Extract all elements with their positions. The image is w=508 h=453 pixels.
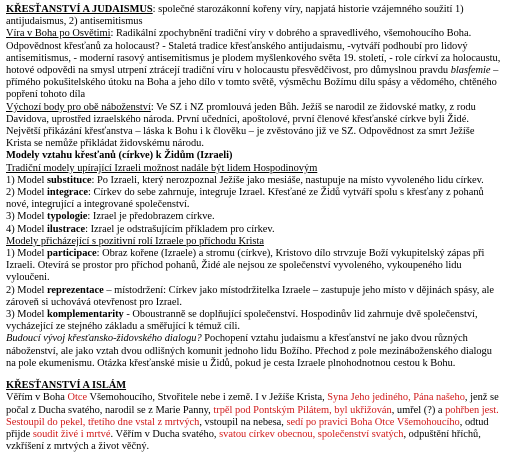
paragraph-starting-points: Výchozí body pro obě náboženství: Ve SZ i NZ promlouvá jeden Bůh. Ježíš se narodil ze židovské matky, z rodu Davidova, uprostřed izraelského národa. První učedníci, apoštolové, první členové křesťanské církve byli Židé. Největší přikázání křesťanstva – láska k Bohu i k člověku – je zvěstováno již ve SZ. Odpovědnost za smrt Ježíše Krista se nemůže přikládat židovskému národu.	[6, 101, 476, 150]
section-gap	[6, 370, 502, 380]
future-dialogue-label: Budoucí vývoj křesťansko-židovského dialogu?	[6, 333, 202, 345]
model-typology: 3) Model typologie: Izrael je předobrazem církve.	[6, 211, 215, 223]
section-title-christianity-islam: KŘESŤANSTVÍ A ISLÁM	[6, 380, 127, 392]
model-participation: 1) Model participace: Obraz kořene (Izraele) a stromu (církve), Kristovo dílo strvzuje Boží vykupitelský zápas při Izraeli. Otevírá se prostor pro příchod pohanů, Židé ale nejsou ze společenství vyvoleného, vykoupeného lidu vyloučeni.	[6, 248, 485, 284]
paragraph-intro: KŘESŤANSTVÍ A JUDAISMUS: společné starozákonní kořeny víry, napjatá historie vzájemného soužití 1) antijudaismus, 2) antisemitismus	[6, 4, 464, 28]
positive-models-subheading: Modely přicházející s pozitivní rolí Izraele po příchodu Krista	[6, 235, 264, 247]
paragraph-creed: Věřím v Boha Otce Všemohoucího, Stvořitele nebe i země. I v Ježíše Krista, Syna Jeho jediného, Pána našeho, jenž se počal z Ducha svatého, narodil se z Marie Panny, trpěl pod Pontským Pilátem, byl ukřižován, umřel (?) a pohřben jest. Sestoupil do pekel, třetího dne vstal z mrtvých, vstoupil na nebesa, sedí po pravici Boha Otce Všemohoucího, odtud přijde soudit živé i mrtvé. Věřím v Ducha svatého, svatou církev obecnou, společenství svatých, odpuštění hříchů, vzkříšení z mrtvých a život věčný.	[6, 392, 499, 453]
paragraph-faith-after-auschwitz: Víra v Boha po Osvětimi: Radikální zpochybnění tradiční víry v dobrého a spravedlivého, všemohoucího Boha. Odpovědnost křesťanů za holocaust? - Staletá tradice křesťanského antijudaismu, -vytváří podhoubí pro lidový antisemitismus, - moderní rasový antisemitismus je plodem myšlenkového světa 19. století, - role církví za holocaustu, hotové odpovědi na smysl utrpení ztrácejí tradiční víru v holocaustu přesvědčivost, pro důmyslnou pravdu blasfemie – přímého pokušitelského útoku na Boha a jeho dílo v tomto světě, výsměchu Božímu dílu spásy a vědomého, chtěného popření tohoto díla	[6, 28, 501, 101]
model-representation: 2) Model reprezentace – místodržení: Církev jako místodržitelka Izraele – zastupuje jeho místo v dějinách spásy, ale zároveň si uchovává otevřenost pro Izrael.	[6, 284, 495, 308]
model-integration: 2) Model integrace: Církev do sebe zahrnuje, integruje Izrael. Křesťané ze Židů vytváří spolu s křesťany z pohanů nové, integrující a integrované společenství.	[6, 187, 484, 211]
models-heading: Modely vztahu křesťanů (církve) k Židům (Izraeli)	[6, 150, 233, 162]
starting-points-label: Výchozí body pro obě náboženství	[6, 101, 151, 113]
section-title-christianity-judaism: KŘESŤANSTVÍ A JUDAISMUS	[6, 4, 153, 15]
paragraph-future-dialogue: Budoucí vývoj křesťansko-židovského dialogu? Pochopení vztahu judaismu a křesťanství ne jako dvou různých náboženství, ale jako vztah dvou odlišných komunit jednoho lidu Božího. Přechod z pole mezináboženského dialogu na pole ekumenismu. Otázka křesťanské misie u Židů, pokud je cesta Izraele plnohodnotnou cestou k Bohu.	[6, 333, 492, 369]
model-complementarity: 3) Model komplementarity - Oboustranně se doplňující společenství. Hospodinův lid zahrnuje dvě společenství, vycházející ze stejného základu a směřující k témuž cíli.	[6, 309, 478, 333]
faith-after-auschwitz-label: Víra v Boha po Osvětimi	[6, 28, 111, 40]
traditional-models-subheading: Tradiční modely upírající Izraeli možnost nadále být lidem Hospodinovým	[6, 162, 318, 174]
model-substitution: 1) Model substituce: Po Izraeli, který nerozpoznal Ježíše jako mesiáše, nastupuje na místo vyvoleného lidu církev.	[6, 174, 484, 186]
model-illustration: 4) Model ilustrace: Izrael je odstrašujícím příkladem pro církev.	[6, 223, 275, 235]
